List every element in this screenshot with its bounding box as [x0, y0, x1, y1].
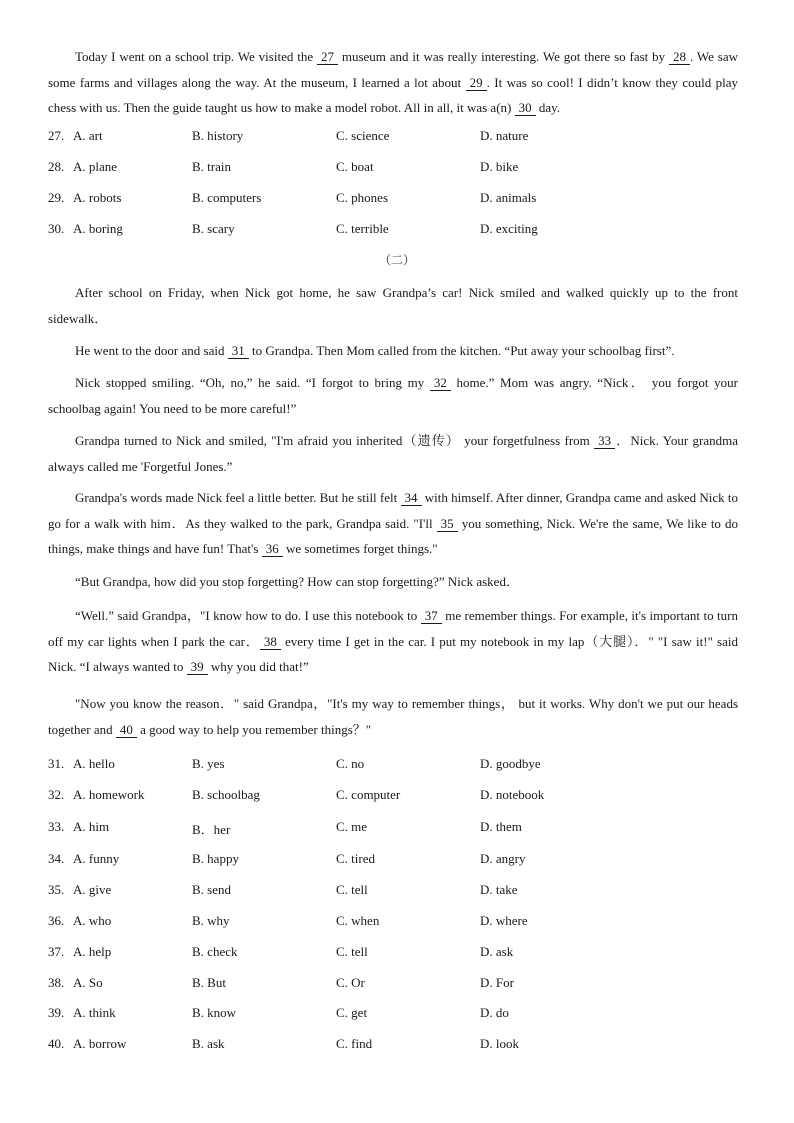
blank-28: 28 [669, 49, 690, 65]
option-c[interactable]: C. tired [336, 851, 375, 866]
blank-29: 29 [466, 75, 487, 91]
question-number: 35. [48, 882, 65, 897]
question-39 [48, 1005, 748, 1025]
passage-text: you something, Nick. We're the same, We like to do things, make things and have fun! That's [48, 515, 738, 556]
blank-36: 36 [262, 541, 283, 557]
option-d[interactable]: D. angry [480, 851, 526, 866]
option-b[interactable]: B. But [192, 975, 226, 990]
passage-text: Grandpa turned to Nick and smiled, "I'm afraid you inherited（遗传） your forgetfulness from [75, 433, 595, 448]
passage-text: day. [535, 100, 561, 115]
question-number: 33. [48, 819, 65, 834]
option-d[interactable]: D. do [480, 1005, 509, 1020]
blank-30: 30 [515, 100, 536, 116]
question-number: 27. [48, 128, 65, 143]
passage-2-paragraph-2 [48, 338, 738, 364]
blank-34: 34 [401, 490, 422, 506]
option-b[interactable]: B. send [192, 882, 231, 897]
option-c[interactable]: C. no [336, 756, 365, 771]
option-c[interactable]: C. tell [336, 882, 368, 897]
option-d[interactable]: D. bike [480, 159, 519, 174]
blank-31: 31 [228, 343, 249, 359]
question-35 [48, 882, 748, 902]
option-a[interactable]: A. hello [73, 756, 115, 771]
passage-2-paragraph-8 [48, 691, 738, 742]
option-a[interactable]: A. art [73, 128, 103, 143]
option-a[interactable]: A. help [73, 944, 112, 959]
option-a[interactable]: A. think [73, 1005, 116, 1020]
option-c[interactable]: C. find [336, 1036, 373, 1051]
question-32 [48, 787, 748, 807]
passage-text: me remember things. For example, it's important to turn off my car lights when I park the car． [48, 608, 738, 649]
option-d[interactable]: D. notebook [480, 787, 545, 802]
blank-40: 40 [116, 722, 137, 738]
option-c[interactable]: C. science [336, 128, 390, 143]
passage-text: He went to the door and said [75, 343, 228, 358]
option-a[interactable]: A. robots [73, 190, 122, 205]
passage-text: to Grandpa. Then Mom called from the kitchen. “Put away your schoolbag first”. [248, 343, 675, 358]
option-b[interactable]: B．her [192, 822, 231, 837]
passage-2-paragraph-5 [48, 485, 738, 562]
blank-38: 38 [260, 634, 281, 650]
option-a[interactable]: A. give [73, 882, 112, 897]
option-d[interactable]: D. For [480, 975, 514, 990]
option-d[interactable]: D. ask [480, 944, 514, 959]
question-number: 29. [48, 190, 65, 205]
question-number: 32. [48, 787, 65, 802]
blank-37: 37 [421, 608, 442, 624]
blank-27: 27 [317, 49, 338, 65]
question-number: 36. [48, 913, 65, 928]
option-d[interactable]: D. nature [480, 128, 529, 143]
blank-33: 33 [594, 433, 615, 449]
option-a[interactable]: A. plane [73, 159, 118, 174]
option-d[interactable]: D. where [480, 913, 528, 928]
passage-text: Today I went on a school trip. We visited the [75, 49, 317, 64]
question-34 [48, 851, 748, 871]
option-a[interactable]: A. So [73, 975, 103, 990]
passage-text: we sometimes forget things." [282, 541, 438, 556]
option-a[interactable]: A. who [73, 913, 112, 928]
option-a[interactable]: A. homework [73, 787, 145, 802]
question-number: 39. [48, 1005, 65, 1020]
passage-text: with himself. After dinner, Grandpa came and asked Nick to go for a walk with him．As they walked to the park, Grandpa said. "I'll [48, 490, 739, 531]
question-number: 28. [48, 159, 65, 174]
option-c[interactable]: C. get [336, 1005, 368, 1020]
passage-text: museum and it was really interesting. We got there so fast by [337, 49, 670, 64]
option-d[interactable]: D. animals [480, 190, 537, 205]
option-a[interactable]: A. him [73, 819, 110, 834]
option-b[interactable]: B. computers [192, 190, 262, 205]
option-b[interactable]: B. check [192, 944, 238, 959]
passage-text: every time I get in the car. I put my notebook in my lap（大腿）．" "I saw it!" said Nick. “I always wanted to [48, 633, 738, 674]
option-c[interactable]: C. computer [336, 787, 401, 802]
option-a[interactable]: A. borrow [73, 1036, 127, 1051]
option-b[interactable]: B. schoolbag [192, 787, 260, 802]
question-28 [48, 159, 748, 179]
option-c[interactable]: C. terrible [336, 221, 389, 236]
option-b[interactable]: B. train [192, 159, 231, 174]
option-d[interactable]: D. exciting [480, 221, 538, 236]
option-b[interactable]: B. history [192, 128, 244, 143]
blank-39: 39 [187, 659, 208, 675]
passage-text: . We saw some farms and villages along the way. At the museum, I learned a lot about [48, 49, 739, 90]
option-b[interactable]: B. ask [192, 1036, 225, 1051]
option-a[interactable]: A. funny [73, 851, 120, 866]
option-c[interactable]: C. tell [336, 944, 368, 959]
question-30 [48, 221, 748, 241]
passage-text: "Now you know the reason．" said Grandpa，"It's my way to remember things， but it works. Why don't we put our heads together and [48, 696, 738, 737]
question-number: 31. [48, 756, 65, 771]
option-b[interactable]: B. happy [192, 851, 239, 866]
blank-32: 32 [430, 375, 451, 391]
option-d[interactable]: D. look [480, 1036, 519, 1051]
question-37 [48, 944, 748, 964]
option-d[interactable]: D. them [480, 819, 522, 834]
question-number: 40. [48, 1036, 65, 1051]
question-36 [48, 913, 748, 933]
option-d[interactable]: D. take [480, 882, 518, 897]
passage-2-paragraph-6: “But Grandpa, how did you stop forgetting? How can stop forgetting?” Nick asked． [75, 574, 519, 589]
passage-2-paragraph-4 [48, 428, 738, 479]
question-38 [48, 975, 748, 995]
passage-2-paragraph-7 [48, 603, 738, 680]
passage-text: Grandpa's words made Nick feel a little better. But he still felt [75, 490, 401, 505]
option-b[interactable]: B. know [192, 1005, 237, 1020]
question-number: 30. [48, 221, 65, 236]
passage-text: ．Nick. Your grandma always called me 'Forgetful Jones.” [48, 433, 739, 474]
option-c[interactable]: C. boat [336, 159, 374, 174]
passage-text: why you did that!” [207, 659, 309, 674]
passage-text: home.” Mom was angry. “Nick． you forgot your schoolbag again! You need to be more careful!” [48, 375, 739, 416]
question-number: 38. [48, 975, 65, 990]
option-c[interactable]: C. Or [336, 975, 365, 990]
question-29 [48, 190, 748, 210]
passage-text: . It was so cool! I didn’t know they could play chess with us. Then the guide taught us how to make a model robot. All in all, it was a(n) [48, 74, 739, 115]
question-number: 34. [48, 851, 65, 866]
option-b[interactable]: B. scary [192, 221, 235, 236]
option-c[interactable]: C. phones [336, 190, 388, 205]
section-2-title: （二） [378, 253, 415, 267]
option-b[interactable]: B. why [192, 913, 230, 928]
passage-1 [48, 44, 738, 121]
option-d[interactable]: D. goodbye [480, 756, 541, 771]
passage-text: a good way to help you remember things？" [136, 721, 372, 737]
question-number: 37. [48, 944, 65, 959]
option-a[interactable]: A. boring [73, 221, 123, 236]
question-40 [48, 1036, 748, 1056]
question-33 [48, 819, 748, 839]
passage-text: Nick stopped smiling. “Oh, no,” he said. “I forgot to bring my [75, 375, 430, 390]
option-b[interactable]: B. yes [192, 756, 225, 771]
blank-35: 35 [437, 516, 458, 532]
question-31 [48, 756, 748, 776]
passage-text: “Well.” said Grandpa，"I know how to do. I use this notebook to [75, 608, 421, 623]
option-c[interactable]: C. when [336, 913, 380, 928]
option-c[interactable]: C. me [336, 819, 368, 834]
question-27 [48, 128, 748, 148]
passage-2-paragraph-3 [48, 370, 738, 421]
passage-2-paragraph-1: After school on Friday, when Nick got home, he saw Grandpa’s car! Nick smiled and walked quickly up to the front sidewalk． [48, 285, 738, 326]
